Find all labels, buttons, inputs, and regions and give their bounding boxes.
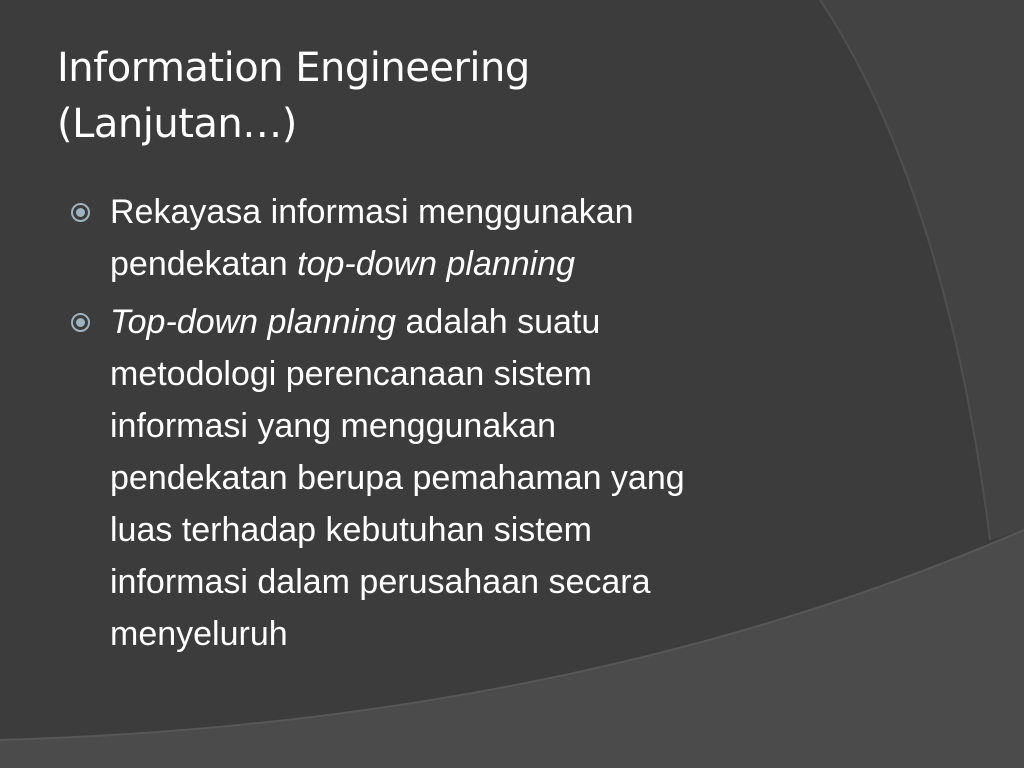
slide-title-line-2: (Lanjutan…) — [57, 101, 297, 147]
bullet-text: top-down planning — [297, 245, 576, 283]
slide-title-line-1: Information Engineering — [57, 45, 530, 91]
bullet-text: adalah suatu — [396, 303, 601, 341]
bullet-list — [70, 186, 850, 666]
bullet-text: pendekatan berupa pemahaman yang — [110, 459, 685, 497]
bullet-item — [70, 296, 850, 660]
bullet-text: pendekatan — [110, 245, 298, 283]
bullet-text: Top-down planning — [110, 303, 397, 341]
bullet-item — [70, 186, 850, 290]
circle-bullet-icon — [71, 313, 90, 332]
bullet-text: metodologi perencanaan sistem — [110, 355, 592, 393]
bullet-text: luas terhadap kebutuhan sistem — [110, 511, 592, 549]
bullet-text: menyeluruh — [110, 615, 288, 653]
slide-title — [57, 40, 757, 152]
bullet-text: informasi yang menggunakan — [110, 407, 557, 445]
bullet-text: Rekayasa informasi menggunakan — [110, 193, 634, 231]
circle-bullet-icon — [71, 203, 90, 222]
bullet-text: informasi dalam perusahaan secara — [110, 563, 651, 601]
